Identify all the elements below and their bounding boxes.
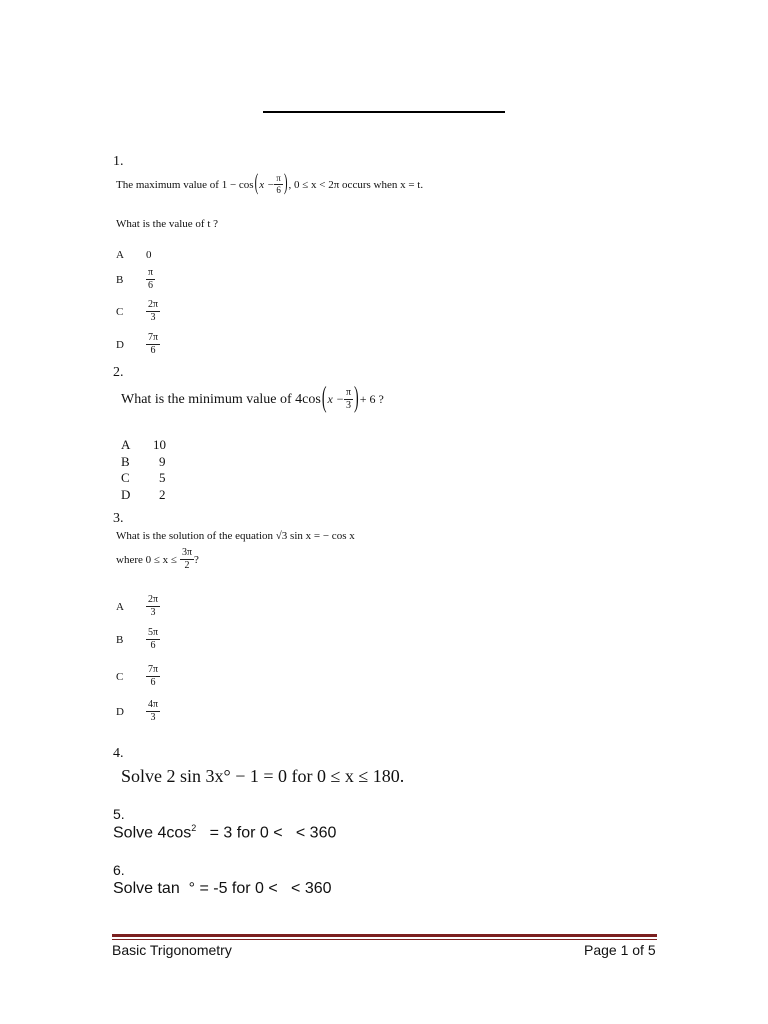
q3-fraction [180,548,194,571]
frac-den: 3 [150,712,156,723]
frac-num: 2π [148,594,159,605]
q3-stem-post: ? [194,553,199,566]
frac-num: 7π [148,332,159,343]
option-fraction [146,268,155,291]
q1-paren-open: ( [254,170,259,197]
q2-option-d [121,487,166,504]
q2-paren-close: ) [354,382,359,415]
frac-den: 3 [150,312,156,323]
frac-num: 2π [148,299,159,310]
q3-option-b [116,628,160,651]
q5-text-post: = 3 for 0 < < 360 [196,824,337,842]
q3-stem-pre: where 0 ≤ x ≤ [116,553,177,566]
option-fraction [146,300,160,323]
option-label: D [116,338,124,351]
option-value: 2 [159,486,166,502]
q1-frac-num: π [276,173,281,183]
q1-option-a [116,249,152,261]
option-label: D [116,705,124,718]
frac-num: π [148,267,154,278]
q5-text-pre: Solve 4cos [113,824,192,842]
option-fraction [146,595,160,618]
frac-den: 6 [150,640,156,651]
q1-option-d [116,333,160,356]
question-5-text [113,823,336,842]
q2-fraction [344,388,353,411]
option-fraction [146,628,160,651]
option-fraction [146,665,160,688]
q3-frac-num: 3π [181,547,193,558]
question-1-prompt: What is the value of t ? [116,218,219,230]
q2-stem-pre: What is the minimum value of 4cos [121,391,321,407]
question-3-stem-line1: What is the solution of the equation √3 sin x = − cos x [116,530,355,542]
q1-option-c [116,300,160,323]
q1-frac-den: 6 [276,185,281,195]
frac-num: 7π [148,664,159,675]
q3-option-d [116,700,160,723]
q2-paren-open: ( [321,382,327,415]
q1-inner-x: x − [259,178,275,191]
q2-stem-post: + 6 ? [359,392,384,406]
footer-page-number: Page 1 of 5 [584,942,656,958]
option-label: B [116,273,124,286]
option-label: C [121,470,130,485]
frac-num: 4π [148,699,159,710]
question-2-stem [121,382,384,415]
q1-paren-close: ) [283,170,288,197]
q3-option-a [116,595,160,618]
frac-den: 6 [150,677,156,688]
option-label: C [116,670,124,683]
q1-stem-post: , 0 ≤ x < 2π occurs when x = t. [288,178,424,191]
option-value: 5 [159,470,166,485]
q3-frac-den: 2 [184,560,190,571]
frac-den: 6 [150,345,156,356]
footer-title: Basic Trigonometry [112,942,232,958]
question-2-number: 2. [113,365,124,380]
q2-options [121,437,166,503]
option-label: A [116,600,124,613]
option-label: D [121,486,131,502]
q2-inner-x: x − [327,392,344,406]
option-value: 10 [153,437,166,452]
option-label: A [121,437,131,452]
frac-den: 6 [148,280,154,291]
question-5-number: 5. [113,806,125,822]
question-1-number: 1. [113,154,124,169]
header-rule [263,111,505,113]
option-label: C [116,305,124,318]
q2-option-c [121,470,166,487]
question-4-number: 4. [113,746,124,761]
footer-rule-thin [112,939,657,940]
q2-frac-num: π [345,387,352,398]
option-fraction [146,700,160,723]
q1-fraction [274,174,283,195]
q1-stem-pre: The maximum value of 1 − cos [116,178,254,191]
question-1-stem [116,170,424,197]
option-label: B [116,633,124,646]
q5-superscript: 2 [191,823,197,833]
q3-option-c [116,665,160,688]
question-6-text: Solve tan ° = -5 for 0 < < 360 [113,880,332,897]
footer-rule-thick [112,934,657,937]
option-label: B [121,453,130,469]
option-fraction [146,333,160,356]
question-6-number: 6. [113,862,125,878]
frac-num: 5π [148,627,159,638]
question-3-number: 3. [113,511,124,526]
q2-option-b [121,454,166,471]
frac-den: 3 [150,607,156,618]
option-value: 0 [146,249,152,261]
q2-option-a [121,437,166,454]
option-value: 9 [159,453,166,469]
q1-option-b [116,268,155,291]
question-4-text: Solve 2 sin 3x° − 1 = 0 for 0 ≤ x ≤ 180. [121,766,405,786]
option-label: A [116,249,124,261]
question-3-stem-line2 [116,548,199,571]
q2-frac-den: 3 [346,400,351,411]
